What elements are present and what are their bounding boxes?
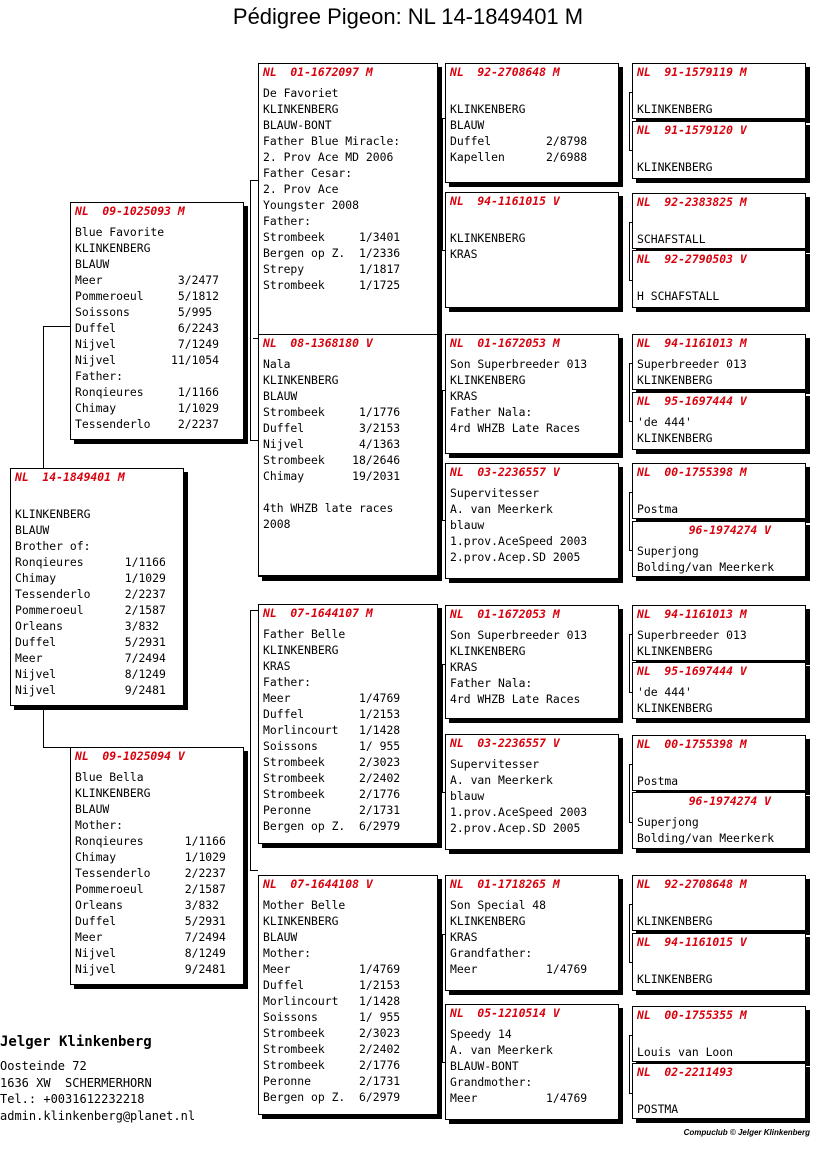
- owner-block: [0, 1034, 195, 1124]
- pigeon-info-line: Soissons 5/995: [75, 305, 213, 319]
- pigeon-card-mother: [70, 747, 244, 985]
- connector-line: [629, 492, 632, 493]
- pigeon-info-line: 4th WHZB late races: [263, 501, 394, 515]
- pigeon-card-g10: [632, 662, 806, 719]
- pigeon-info-line: 2008: [263, 517, 291, 531]
- connector-line: [629, 363, 630, 421]
- pigeon-card-subject: [10, 468, 184, 706]
- connector-line: [629, 550, 632, 551]
- pigeon-info-line: A. van Meerkerk: [450, 773, 553, 787]
- pigeon-info-line: KLINKENBERG: [450, 914, 526, 928]
- connector-line: [629, 764, 632, 765]
- pigeon-info-line: Pommeroeul 2/1587: [15, 603, 166, 617]
- pigeon-info-line: KLINKENBERG: [15, 507, 91, 521]
- connector-line: [629, 904, 630, 962]
- pigeon-info-line: blauw: [450, 789, 485, 803]
- pigeon-card-mm: [258, 875, 438, 1115]
- pigeon-info-line: Bergen op Z. 6/2979: [263, 819, 401, 833]
- pigeon-info-line: Pommeroeul 5/1812: [75, 289, 220, 303]
- pigeon-info-line: Father Cesar:: [263, 166, 353, 180]
- pigeon-info-line: BLAUW: [263, 930, 298, 944]
- connector-line: [442, 250, 445, 251]
- pigeon-info-line: [450, 214, 614, 230]
- pigeon-info-line: Nijvel 9/2481: [75, 962, 226, 976]
- pigeon-info-line: KLINKENBERG: [263, 102, 339, 116]
- connector-line: [442, 118, 445, 119]
- pigeon-info-line: Morlincourt 1/1428: [263, 994, 401, 1008]
- pigeon-info-line: Strombeek 1/3401: [263, 230, 401, 244]
- pigeon-info-line: [263, 484, 433, 500]
- connector-line: [442, 664, 443, 792]
- ring-number: 96-1974274 V: [688, 523, 771, 537]
- pigeon-info-line: KLINKENBERG: [637, 972, 713, 986]
- pigeon-info-line: Meer 7/2494: [15, 651, 166, 665]
- pigeon-info-line: Bolding/van Meerkerk: [637, 831, 775, 845]
- pigeon-info-line: KLINKENBERG: [450, 373, 526, 387]
- pigeon-info-line: 'de 444': [637, 685, 692, 699]
- owner-postcode: 1636 XW SCHERMERHORN: [0, 1075, 152, 1090]
- pigeon-info-line: Strombeek 2/3023: [263, 1026, 401, 1040]
- pigeon-info-line: [637, 215, 801, 231]
- connector-line: [43, 326, 70, 327]
- connector-line: [442, 520, 445, 521]
- pigeon-card-g8: [632, 521, 806, 577]
- ring-number: NL 95-1697444 V: [637, 664, 747, 678]
- pigeon-info-line: 'de 444': [637, 415, 692, 429]
- ring-number: NL 91-1579119 M: [637, 65, 747, 79]
- pigeon-info-line: Soissons 1/ 955: [263, 1010, 401, 1024]
- pigeon-info-line: Strombeek 2/2402: [263, 771, 401, 785]
- pigeon-card-g2: [632, 121, 806, 179]
- pigeon-info-line: Morlincourt 1/1428: [263, 723, 401, 737]
- pigeon-info-line: 2.prov.Acep.SD 2005: [450, 821, 581, 835]
- pigeon-info-line: Chimay 19/2031: [263, 469, 401, 483]
- pigeon-card-g12: [632, 792, 806, 849]
- ring-number: NL 14-1849401 M: [15, 470, 125, 484]
- page-title: Pédigree Pigeon: NL 14-1849401 M: [232, 4, 584, 29]
- pigeon-info-line: Meer 1/4769: [450, 1091, 588, 1105]
- pigeon-info-line: BLAUW: [75, 257, 110, 271]
- ring-number: NL 00-1755355 M: [637, 1008, 747, 1022]
- pigeon-info-line: Orleans 3/832: [15, 619, 160, 633]
- pigeon-info-line: Soissons 1/ 955: [263, 739, 401, 753]
- connector-line: [250, 440, 258, 441]
- pigeon-info-line: Chimay 1/1029: [75, 850, 226, 864]
- pigeon-info-line: Strombeek 2/2402: [263, 1042, 401, 1056]
- pigeon-info-line: Duffel 6/2243: [75, 321, 220, 335]
- pigeon-info-line: A. van Meerkerk: [450, 1043, 553, 1057]
- connector-line: [43, 326, 44, 468]
- pigeon-card-g7: [632, 463, 806, 519]
- pigeon-info-line: KRAS: [450, 247, 478, 261]
- pigeon-info-line: Nijvel 9/2481: [15, 683, 166, 697]
- pigeon-card-mmf: [445, 875, 619, 991]
- ring-number: NL 09-1025094 V: [75, 749, 185, 763]
- owner-phone: Tel.: +0031612232218: [0, 1092, 145, 1106]
- connector-line: [250, 180, 251, 440]
- pigeon-info-line: KRAS: [450, 660, 478, 674]
- pigeon-info-line: Son Special 48: [450, 898, 547, 912]
- pigeon-info-line: KLINKENBERG: [637, 102, 713, 116]
- pigeon-info-line: Father Belle: [263, 627, 346, 641]
- connector-line: [442, 934, 445, 935]
- pigeon-info-line: KLINKENBERG: [75, 241, 151, 255]
- pigeon-info-line: BLAUW: [75, 802, 110, 816]
- ring-number: NL 01-1672053 M: [450, 336, 560, 350]
- pigeon-info-line: Father:: [263, 675, 312, 689]
- ring-number: NL 92-2708648 M: [637, 877, 747, 891]
- connector-line: [442, 792, 445, 793]
- connector-line: [629, 92, 632, 93]
- connector-line: [629, 692, 632, 693]
- connector-line: [629, 1035, 630, 1093]
- pigeon-info-line: Youngster 2008: [263, 198, 360, 212]
- connector-line: [629, 421, 632, 422]
- pigeon-info-line: Nijvel 11/1054: [75, 353, 220, 367]
- ring-number: NL 07-1644108 V: [263, 877, 373, 891]
- ring-number: NL 01-1672053 M: [450, 607, 560, 621]
- pigeon-info-line: Mother Belle: [263, 898, 346, 912]
- owner-name: Jelger Klinkenberg: [0, 1034, 152, 1050]
- pigeon-info-line: KLINKENBERG: [450, 231, 526, 245]
- pigeon-info-line: Orleans 3/832: [75, 898, 220, 912]
- pigeon-info-line: 1.prov.AceSpeed 2003: [450, 805, 588, 819]
- pigeon-info-line: BLAUW: [450, 118, 485, 132]
- pigeon-card-mmm: [445, 1004, 619, 1120]
- pigeon-info-line: Father:: [263, 214, 312, 228]
- pigeon-info-line: BLAUW: [15, 523, 50, 537]
- pigeon-info-line: [637, 757, 801, 773]
- ring-number: NL 92-2708648 M: [450, 65, 560, 79]
- ring-number: NL 00-1755398 M: [637, 737, 747, 751]
- connector-line: [629, 150, 632, 151]
- ring-number: NL 95-1697444 V: [637, 394, 747, 408]
- pigeon-info-line: Strombeek 2/1776: [263, 787, 401, 801]
- pigeon-info-line: Duffel 5/2931: [75, 914, 226, 928]
- connector-line: [250, 610, 251, 870]
- ring-number: NL 92-2383825 M: [637, 195, 747, 209]
- pigeon-info-line: KLINKENBERG: [450, 644, 526, 658]
- pigeon-info-line: [15, 490, 179, 506]
- pigeon-info-line: POSTMA: [637, 1102, 679, 1116]
- connector-line: [442, 390, 443, 520]
- pigeon-info-line: Strombeek 2/1776: [263, 1058, 401, 1072]
- pigeon-info-line: Father:: [75, 369, 124, 383]
- owner-email: admin.klinkenberg@planet.nl: [0, 1108, 196, 1123]
- ring-number: NL 94-1161015 V: [450, 194, 560, 208]
- pigeon-info-line: [637, 1085, 801, 1101]
- pigeon-info-line: Peronne 2/1731: [263, 803, 401, 817]
- pigeon-info-line: Son Superbreeder 013: [450, 628, 588, 642]
- pigeon-info-line: KLINKENBERG: [637, 431, 713, 445]
- pigeon-info-line: Mother:: [263, 946, 312, 960]
- pigeon-info-line: BLAUW-BONT: [450, 1059, 519, 1073]
- pigeon-card-mfm: [445, 734, 619, 850]
- pigeon-info-line: Postma: [637, 502, 679, 516]
- pigeon-info-line: Supervitesser: [450, 757, 540, 771]
- pigeon-card-ffm: [445, 192, 619, 308]
- connector-line: [629, 222, 632, 223]
- connector-line: [629, 92, 630, 150]
- pigeon-info-line: KLINKENBERG: [263, 373, 339, 387]
- connector-line: [250, 870, 258, 871]
- pigeon-info-line: [637, 85, 801, 101]
- pigeon-info-line: Father Blue Miracle:: [263, 134, 401, 148]
- ring-number: NL 92-2790503 V: [637, 252, 747, 266]
- connector-line: [629, 822, 632, 823]
- pigeon-info-line: Superjong: [637, 544, 699, 558]
- pigeon-info-line: Meer 1/4769: [450, 962, 588, 976]
- pigeon-info-line: Chimay 1/1029: [75, 401, 220, 415]
- pigeon-info-line: BLAUW-BONT: [263, 118, 332, 132]
- pigeon-card-g4: [632, 250, 806, 308]
- pigeon-info-line: 4rd WHZB Late Races: [450, 692, 581, 706]
- ring-number: NL 01-1672097 M: [263, 65, 373, 79]
- pigeon-card-g14: [632, 933, 806, 991]
- pigeon-info-line: Louis van Loon: [637, 1045, 734, 1059]
- pigeon-info-line: Duffel 1/2153: [263, 978, 401, 992]
- pigeon-info-line: Son Superbreeder 013: [450, 357, 588, 371]
- connector-line: [442, 118, 443, 250]
- pigeon-card-fff: [445, 63, 619, 183]
- pigeon-info-line: Postma: [637, 774, 679, 788]
- pigeon-info-line: Grandmother:: [450, 1075, 533, 1089]
- pigeon-info-line: Blue Favorite: [75, 225, 165, 239]
- ring-number: NL 07-1644107 M: [263, 606, 373, 620]
- connector-line: [629, 634, 632, 635]
- pigeon-info-line: Superjong: [637, 815, 699, 829]
- pigeon-info-line: A. van Meerkerk: [450, 502, 553, 516]
- pigeon-info-line: KLINKENBERG: [637, 160, 713, 174]
- pigeon-info-line: Ronqieures 1/1166: [75, 385, 220, 399]
- pigeon-card-father: [70, 202, 244, 440]
- pigeon-info-line: Strombeek 1/1776: [263, 405, 401, 419]
- pigeon-info-line: Superbreeder 013: [637, 357, 747, 371]
- pigeon-info-line: [637, 143, 801, 159]
- ring-number: NL 94-1161015 V: [637, 935, 747, 949]
- pigeon-card-fmm: [445, 463, 619, 579]
- ring-number: 96-1974274 V: [688, 794, 771, 808]
- pigeon-info-line: Peronne 2/1731: [263, 1074, 401, 1088]
- connector-line: [442, 664, 445, 665]
- pigeon-card-g1: [632, 63, 806, 119]
- pigeon-info-line: Bergen op Z. 1/2336: [263, 246, 401, 260]
- pigeon-info-line: KLINKENBERG: [450, 102, 526, 116]
- pigeon-info-line: 2.prov.Acep.SD 2005: [450, 550, 581, 564]
- connector-line: [250, 610, 258, 611]
- pigeon-info-line: KRAS: [450, 930, 478, 944]
- connector-line: [442, 1062, 445, 1063]
- ring-number: NL 91-1579120 V: [637, 123, 747, 137]
- pigeon-info-line: Duffel 2/8798: [450, 134, 588, 148]
- ring-number: NL 94-1161013 M: [637, 336, 747, 350]
- connector-line: [629, 1035, 632, 1036]
- pigeon-info-line: Brother of:: [15, 539, 91, 553]
- connector-line: [629, 904, 632, 905]
- connector-line: [629, 1093, 632, 1094]
- footer-credit: Compuclub © Jelger Klinkenberg: [683, 1128, 810, 1137]
- pigeon-info-line: Meer 3/2477: [75, 273, 220, 287]
- pigeon-info-line: [637, 897, 801, 913]
- connector-line: [442, 934, 443, 1062]
- pigeon-info-line: Pommeroeul 2/1587: [75, 882, 226, 896]
- ring-number: NL 09-1025093 M: [75, 204, 185, 218]
- pigeon-info-line: Nijvel 8/1249: [75, 946, 226, 960]
- connector-line: [43, 747, 70, 748]
- pigeon-info-line: Ronqieures 1/1166: [75, 834, 226, 848]
- connector-line: [253, 338, 258, 339]
- pigeon-info-line: blauw: [450, 518, 485, 532]
- connector-line: [43, 710, 44, 747]
- ring-number: NL 05-1210514 V: [450, 1006, 560, 1020]
- pigeon-info-line: KLINKENBERG: [263, 914, 339, 928]
- pigeon-info-line: Chimay 1/1029: [15, 571, 166, 585]
- ring-number: NL 94-1161013 M: [637, 607, 747, 621]
- pigeon-info-line: Duffel 3/2153: [263, 421, 401, 435]
- pigeon-info-line: 1.prov.AceSpeed 2003: [450, 534, 588, 548]
- connector-line: [629, 492, 630, 550]
- pigeon-info-line: KLINKENBERG: [75, 786, 151, 800]
- connector-line: [629, 962, 632, 963]
- pigeon-info-line: 4rd WHZB Late Races: [450, 421, 581, 435]
- connector-line: [250, 180, 258, 181]
- pigeon-card-fmf: [445, 334, 619, 454]
- ring-number: NL 02-2211493: [637, 1065, 734, 1079]
- pigeon-info-line: Strombeek 2/3023: [263, 755, 401, 769]
- pigeon-info-line: Nijvel 8/1249: [15, 667, 166, 681]
- pigeon-info-line: Strepy 1/1817: [263, 262, 401, 276]
- pigeon-info-line: Duffel 5/2931: [15, 635, 166, 649]
- ring-number: NL 00-1755398 M: [637, 465, 747, 479]
- pigeon-info-line: Strombeek 1/1725: [263, 278, 401, 292]
- pigeon-info-line: BLAUW: [263, 389, 298, 403]
- pigeon-info-line: Grandfather:: [450, 946, 533, 960]
- connector-line: [442, 390, 445, 391]
- pigeon-info-line: [450, 85, 614, 101]
- pigeon-card-g9: [632, 605, 806, 661]
- owner-address: Oosteinde 72: [0, 1059, 87, 1073]
- ring-number: NL 03-2236557 V: [450, 465, 560, 479]
- connector-line: [629, 280, 632, 281]
- pigeon-info-line: Tessenderlo 2/2237: [75, 417, 220, 431]
- pigeon-info-line: Tessenderlo 2/2237: [15, 587, 166, 601]
- pigeon-info-line: [637, 485, 801, 501]
- connector-line: [629, 222, 630, 280]
- pigeon-info-line: SCHAFSTALL: [637, 232, 706, 246]
- pigeon-info-line: 2. Prov Ace: [263, 182, 339, 196]
- pigeon-info-line: Bergen op Z. 6/2979: [263, 1090, 401, 1104]
- connector-line: [629, 764, 630, 822]
- pigeon-info-line: Strombeek 18/2646: [263, 453, 401, 467]
- pigeon-info-line: Father Nala:: [450, 676, 533, 690]
- pigeon-info-line: Supervitesser: [450, 486, 540, 500]
- ring-number: NL 03-2236557 V: [450, 736, 560, 750]
- pigeon-card-g3: [632, 193, 806, 249]
- ring-number: NL 08-1368180 V: [263, 336, 373, 350]
- pigeon-info-line: KRAS: [263, 659, 291, 673]
- pigeon-info-line: Blue Bella: [75, 770, 144, 784]
- pigeon-info-line: KLINKENBERG: [637, 701, 713, 715]
- pigeon-info-line: Kapellen 2/6988: [450, 150, 588, 164]
- pigeon-info-line: Mother:: [75, 818, 124, 832]
- pigeon-info-line: [637, 955, 801, 971]
- pigeon-info-line: KLINKENBERG: [263, 643, 339, 657]
- pigeon-card-mf: [258, 604, 438, 844]
- pigeon-card-g5: [632, 334, 806, 390]
- pigeon-info-line: Meer 7/2494: [75, 930, 226, 944]
- pigeon-info-line: Tessenderlo 2/2237: [75, 866, 226, 880]
- pigeon-info-line: De Favoriet: [263, 86, 339, 100]
- pigeon-info-line: H SCHAFSTALL: [637, 289, 720, 303]
- pigeon-info-line: Bolding/van Meerkerk: [637, 560, 775, 574]
- pigeon-info-line: KRAS: [450, 389, 478, 403]
- pigeon-card-mff: [445, 605, 619, 719]
- pigeon-card-g13: [632, 875, 806, 931]
- pigeon-info-line: Nala: [263, 357, 291, 371]
- pigeon-card-g6: [632, 392, 806, 450]
- pigeon-info-line: KLINKENBERG: [637, 373, 713, 387]
- pigeon-info-line: Duffel 1/2153: [263, 707, 401, 721]
- pigeon-info-line: [637, 1028, 801, 1044]
- pigeon-card-g16: [632, 1063, 806, 1119]
- pigeon-card-g11: [632, 735, 806, 791]
- pigeon-info-line: Ronqieures 1/1166: [15, 555, 166, 569]
- connector-line: [629, 634, 630, 692]
- pigeon-info-line: KLINKENBERG: [637, 644, 713, 658]
- pigeon-card-g15: [632, 1006, 806, 1062]
- pigeon-info-line: Superbreeder 013: [637, 628, 747, 642]
- pigeon-info-line: KLINKENBERG: [637, 914, 713, 928]
- pigeon-card-fm: [258, 334, 438, 576]
- pigeon-info-line: Meer 1/4769: [263, 691, 401, 705]
- pigeon-info-line: Father Nala:: [450, 405, 533, 419]
- connector-line: [629, 363, 632, 364]
- pigeon-info-line: Speedy 14: [450, 1027, 512, 1041]
- pigeon-info-line: Nijvel 7/1249: [75, 337, 220, 351]
- pigeon-info-line: Nijvel 4/1363: [263, 437, 401, 451]
- pigeon-info-line: Meer 1/4769: [263, 962, 401, 976]
- pigeon-info-line: 2. Prov Ace MD 2006: [263, 150, 394, 164]
- pigeon-info-line: [637, 272, 801, 288]
- ring-number: NL 01-1718265 M: [450, 877, 560, 891]
